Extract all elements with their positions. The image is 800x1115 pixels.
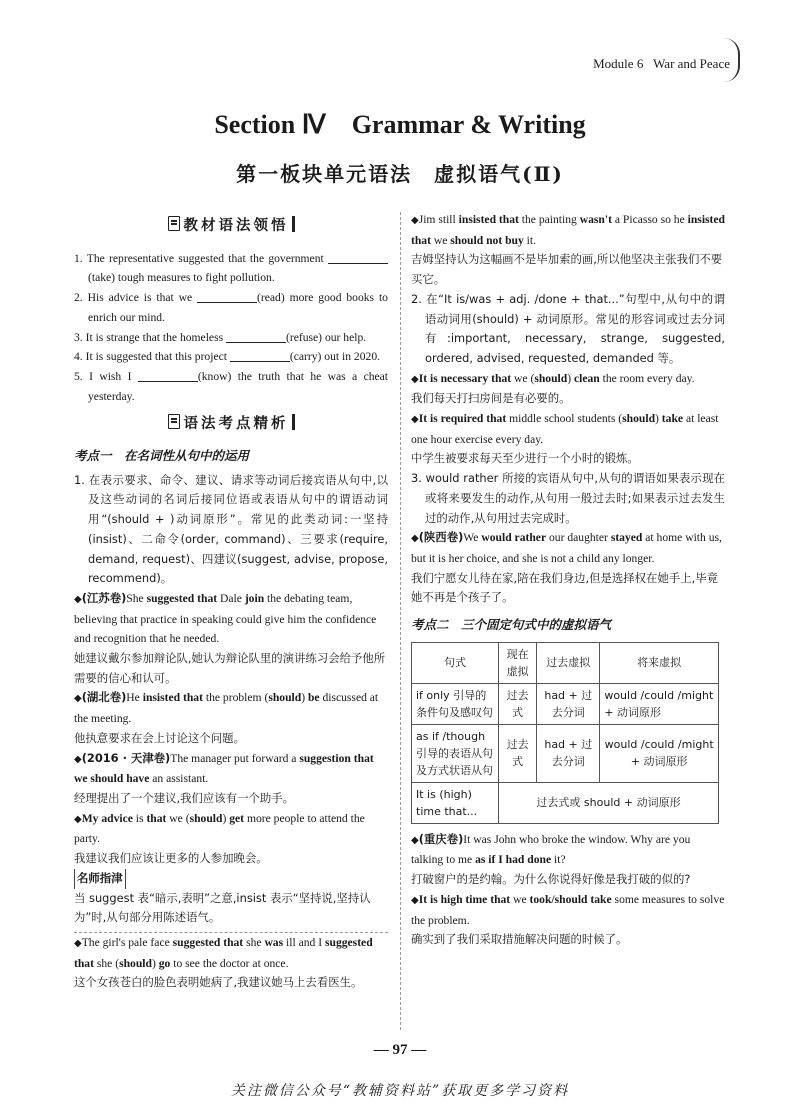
rule-3: 3. would rather 所接的宾语从句中,从句的谓语如果表示现在或将来要发生的动作,从句用一般过去时;如果表示过去发生过的动作,从句用过去完成时。 [411,471,725,525]
table-row [412,683,719,724]
exercise-item: 1. The representative suggested that the government (take) tough measures to fight pollution. [74,249,388,288]
example-1: ◆(江苏卷)She suggested that Dale join the debating team, believing that practice in speaking could give him the confidence and recognition that he needed. [74,590,377,646]
table-header: 句式 [412,642,499,683]
table-cell: would /could /might + 动词原形 [600,683,719,724]
tips-text: 当 suggest 表“暗示,表明”之意,insist 表示“坚持说,坚持认为”时,从句部分用陈述语气。 [74,890,371,925]
example-4-translation: 我建议我们应该让更多的人参加晚会。 [74,851,268,866]
rule-1: 1. 在表示要求、命令、建议、请求等动词后接宾语从句中,以及这些动词的名词后接同位语或表语从句中的谓语动词用“(should + )动词原形”。常见的此类动词:一坚持(insist)、二命令(order, command)、三要求(require, demand, request)、四建议(suggest, advise, propose, recommend)。 [74,472,388,586]
example-8: ◆It is required that middle school students (should) take at least one hour exercise every day. [411,412,719,446]
example-9-translation: 我们宁愿女儿待在家,陪在我们身边,但是选择权在她手上,毕竟她不再是个孩子了。 [411,570,719,605]
point-one-title: 考点一 在名词性从句中的运用 [74,449,250,464]
teacher-tips [74,869,388,933]
example-3: ◆(2016 · 天津卷)The manager put forward a suggestion that we should have an assistant. [74,750,374,786]
example-7: ◆It is necessary that we (should) clean the room every day. [411,371,695,385]
example-2-translation: 他执意要求在会上讨论这个问题。 [74,730,245,745]
example-6: ◆Jim still insisted that the painting wasn't a Picasso so he insisted that we should not buy it. [411,213,726,247]
subjunctive-table [411,642,719,824]
point-two-title: 考点二 三个固定句式中的虚拟语气 [411,618,612,633]
table-cell: as if /though 引导的表语从句及方式状语从句 [412,724,499,782]
example-10-translation: 打破窗户的是约翰。为什么你说得好像是我打破的似的? [411,872,691,887]
example-5-translation: 这个女孩苍白的脸色表明她病了,我建议她马上去看医生。 [74,975,363,990]
example-4: ◆My advice is that we (should) get more people to attend the party. [74,811,365,846]
right-column [411,210,725,950]
book-icon [168,414,180,429]
running-header: Module 6 War and Peace [593,56,730,71]
example-8-translation: 中学生被要求每天至少进行一个小时的锻炼。 [411,451,639,466]
example-6-translation: 吉姆坚持认为这幅画不是毕加索的画,所以他坚决主张我们不要买它。 [411,252,723,287]
table-header: 过去虚拟 [537,642,600,683]
exercise-item: 5. I wish I (know) the truth that he was a cheat yesterday. [74,369,389,403]
example-5: ◆The girl's pale face suggested that she was ill and I suggested that she (should) go to see the doctor at once. [74,935,373,970]
table-cell: 过去式或 should + 动词原形 [499,782,719,823]
table-row [412,724,719,782]
example-11: ◆It is high time that we took/should take some measures to solve the problem. [411,892,725,927]
book-icon [168,216,180,231]
column-divider [400,212,401,1030]
rule-2: 2. 在“It is/was + adj. /done + that...”句型中,从句中的谓语动词用(should) + 动词原形。常见的形容词或过去分词有:important, necessary, strange, suggested, ordered, advised, requested, demanded 等。 [411,291,725,365]
answer-blank[interactable] [230,349,290,362]
answer-blank[interactable] [197,290,257,303]
table-cell: had + 过去分词 [537,724,600,782]
section-title: Section Ⅳ Grammar & Writing [214,110,586,139]
answer-blank[interactable] [138,369,198,382]
exercise-item: 2. His advice is that we (read) more good books to enrich our mind. [74,291,388,324]
table-header-row [412,642,719,683]
table-cell: 过去式 [499,683,537,724]
table-row [412,782,719,823]
example-3-translation: 经理提出了一个建议,我们应该有一个助手。 [74,790,295,805]
answer-blank[interactable] [328,251,388,264]
table-cell: 过去式 [499,724,537,782]
page-number: — 97 — [373,1042,427,1058]
table-cell: if only 引导的条件句及感叹句 [412,683,499,724]
table-cell: It is (high) time that... [412,782,499,823]
section-subtitle: 第一板块单元语法 虚拟语气(Ⅱ) [236,162,564,186]
example-10: ◆(重庆卷)It was John who broke the window. Why are you talking to me as if I had done it? [411,831,691,867]
answer-blank[interactable] [226,330,286,343]
textbook-heading: 教材语法领悟 [74,216,388,237]
left-column [74,210,388,993]
tips-label: 名师指津 [74,869,126,889]
example-9: ◆(陕西卷)We would rather our daughter stayed at home with us, but it is her choice, and she is not a child any longer. [411,530,722,565]
exercise-item: 3. It is strange that the homeless (refuse) our help. [74,330,367,344]
table-header: 现在虚拟 [499,642,537,683]
example-1-translation: 她建议戴尔参加辩论队,她认为辩论队里的演讲练习会给予他所需要的信心和认可。 [74,651,386,685]
exercise-item: 4. It is suggested that this project (carry) out in 2020. [74,350,381,364]
table-header: 将来虚拟 [600,642,719,683]
footer-note: 关注微信公众号“教辅资料站”获取更多学习资料 [230,1083,570,1099]
table-cell: would /could /might + 动词原形 [600,724,719,782]
example-11-translation: 确实到了我们采取措施解决问题的时候了。 [411,932,628,947]
table-cell: had + 过去分词 [537,683,600,724]
header-decoration [724,38,740,82]
example-2: ◆(湖北卷)He insisted that the problem (should) be discussed at the meeting. [74,690,379,726]
example-7-translation: 我们每天打扫房间是有必要的。 [411,391,571,406]
analysis-heading: 语法考点精析 [74,414,388,435]
